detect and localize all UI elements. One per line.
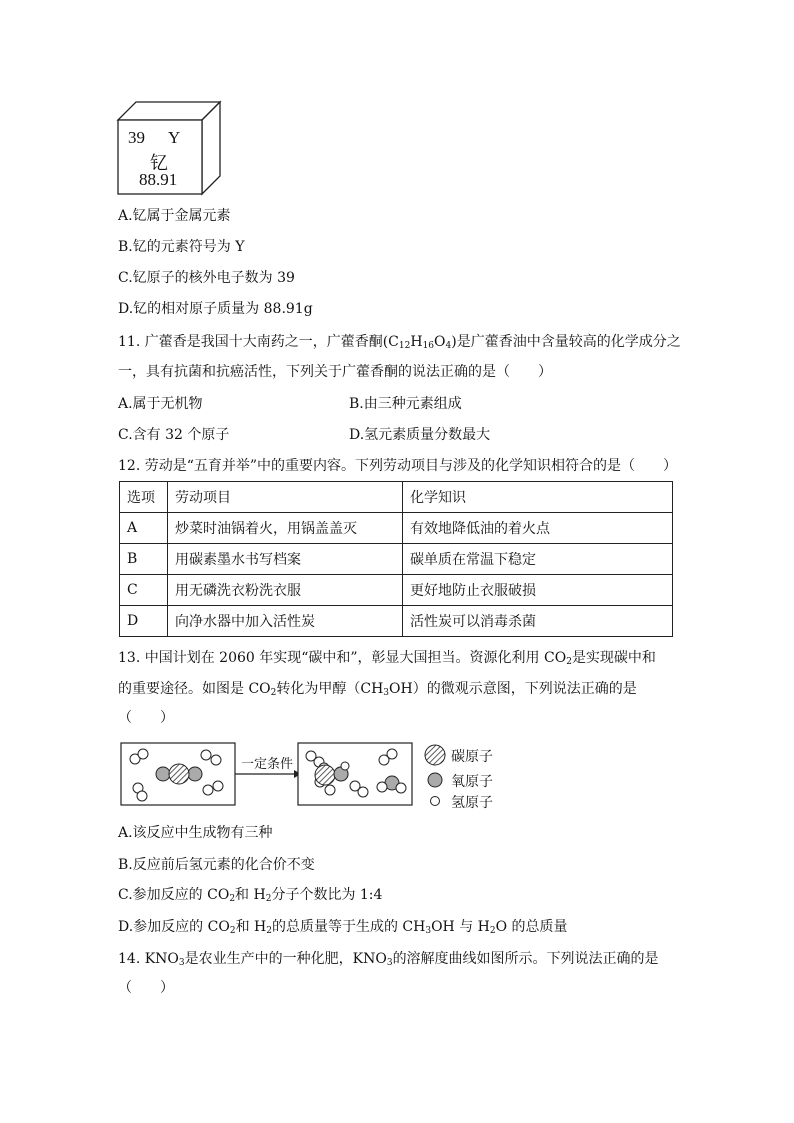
legend-carbon: 碳原子 xyxy=(451,749,493,765)
table-cell: 活性炭可以消毒杀菌 xyxy=(403,606,673,637)
table-cell: A xyxy=(120,513,168,544)
reaction-diagram-svg xyxy=(118,740,508,810)
q13-option-d: D.参加反应的 $CO_2$和 $H_2$的总质量等于生成的 $CH_3OH$ 与 $H_2O$ 的总质量 xyxy=(118,919,568,936)
table-row xyxy=(120,606,673,637)
q14-answer-paren: （ ） xyxy=(118,980,174,996)
q11-option-c: C.含有 32 个原子 xyxy=(118,427,230,443)
table-cell: 用碳素墨水书写档案 xyxy=(168,544,403,575)
legend-hydrogen: 氢原子 xyxy=(451,795,493,811)
q14-stem-line1: 14. $KNO_3$是农业生产中的一种化肥，$KNO_3$的溶解度曲线如图所示。下列说法正确的是 xyxy=(118,951,659,968)
reaction-micro-diagram xyxy=(118,740,508,814)
q10-option-c: C.钇原子的核外电子数为 39 xyxy=(118,270,295,286)
element-name: 钇 xyxy=(150,153,168,173)
table-cell: B xyxy=(120,544,168,575)
q11-stem-line1: 11. 广藿香是我国十大南药之一，广藿香酮$(C_{12}H_{16}O_4)$是广藿香油中含量较高的化学成分之 xyxy=(118,334,681,351)
q11-option-b: B.由三种元素组成 xyxy=(349,396,462,412)
table-cell: 向净水器中加入活性炭 xyxy=(168,606,403,637)
q10-option-a: A.钇属于金属元素 xyxy=(118,208,231,224)
atomic-mass: 88.91 xyxy=(139,170,178,189)
table-cell: C xyxy=(120,575,168,606)
table-cell: 炒菜时油锅着火，用锅盖盖灭 xyxy=(168,513,403,544)
q12-stem: 12. 劳动是“五育并举”中的重要内容。下列劳动项目与涉及的化学知识相符合的是（ ） xyxy=(118,458,678,474)
q11-option-a: A.属于无机物 xyxy=(118,396,203,412)
q11-option-d: D.氢元素质量分数最大 xyxy=(349,427,491,443)
element-card xyxy=(116,100,226,202)
arrow-condition-label: 一定条件 xyxy=(241,757,294,772)
q10-option-b: B.钇的元素符号为 Y xyxy=(118,239,245,255)
table-header-row xyxy=(120,482,673,513)
table-header-cell: 化学知识 xyxy=(403,482,673,513)
table-header-cell: 选项 xyxy=(120,482,168,513)
q11-stem-line2: 一，具有抗菌和抗癌活性，下列关于广藿香酮的说法正确的是（ ） xyxy=(118,364,552,380)
table-header-cell: 劳动项目 xyxy=(168,482,403,513)
element-symbol: Y xyxy=(168,128,181,147)
table-cell: D xyxy=(120,606,168,637)
q13-stem-line1: 13. 中国计划在 2060 年实现“碳中和”，彰显大国担当。资源化利用 $CO_2$是实现碳中和 xyxy=(118,650,656,667)
table-row xyxy=(120,575,673,606)
table-cell: 有效地降低油的着火点 xyxy=(403,513,673,544)
q13-option-c: C.参加反应的 $CO_2$和 $H_2$分子个数比为 1:4 xyxy=(118,887,383,904)
q13-option-a: A.该反应中生成物有三种 xyxy=(118,825,273,841)
q13-stem-line2: 的重要途径。如图是 $CO_2$转化为甲醇$(CH_3OH)$的微观示意图，下列说法正确的是 xyxy=(118,681,637,698)
q13-answer-paren: （ ） xyxy=(118,710,174,726)
table-row xyxy=(120,544,673,575)
table-cell: 更好地防止衣服破损 xyxy=(403,575,673,606)
table-cell: 用无磷洗衣粉洗衣服 xyxy=(168,575,403,606)
q10-option-d: D.钇的相对原子质量为 88.91g xyxy=(118,301,313,317)
q13-option-b: B.反应前后氢元素的化合价不变 xyxy=(118,857,315,873)
table-row xyxy=(120,513,673,544)
q12-table xyxy=(119,481,673,637)
atomic-number: 39 xyxy=(128,128,145,147)
legend-oxygen: 氧原子 xyxy=(451,774,493,790)
table-cell: 碳单质在常温下稳定 xyxy=(403,544,673,575)
